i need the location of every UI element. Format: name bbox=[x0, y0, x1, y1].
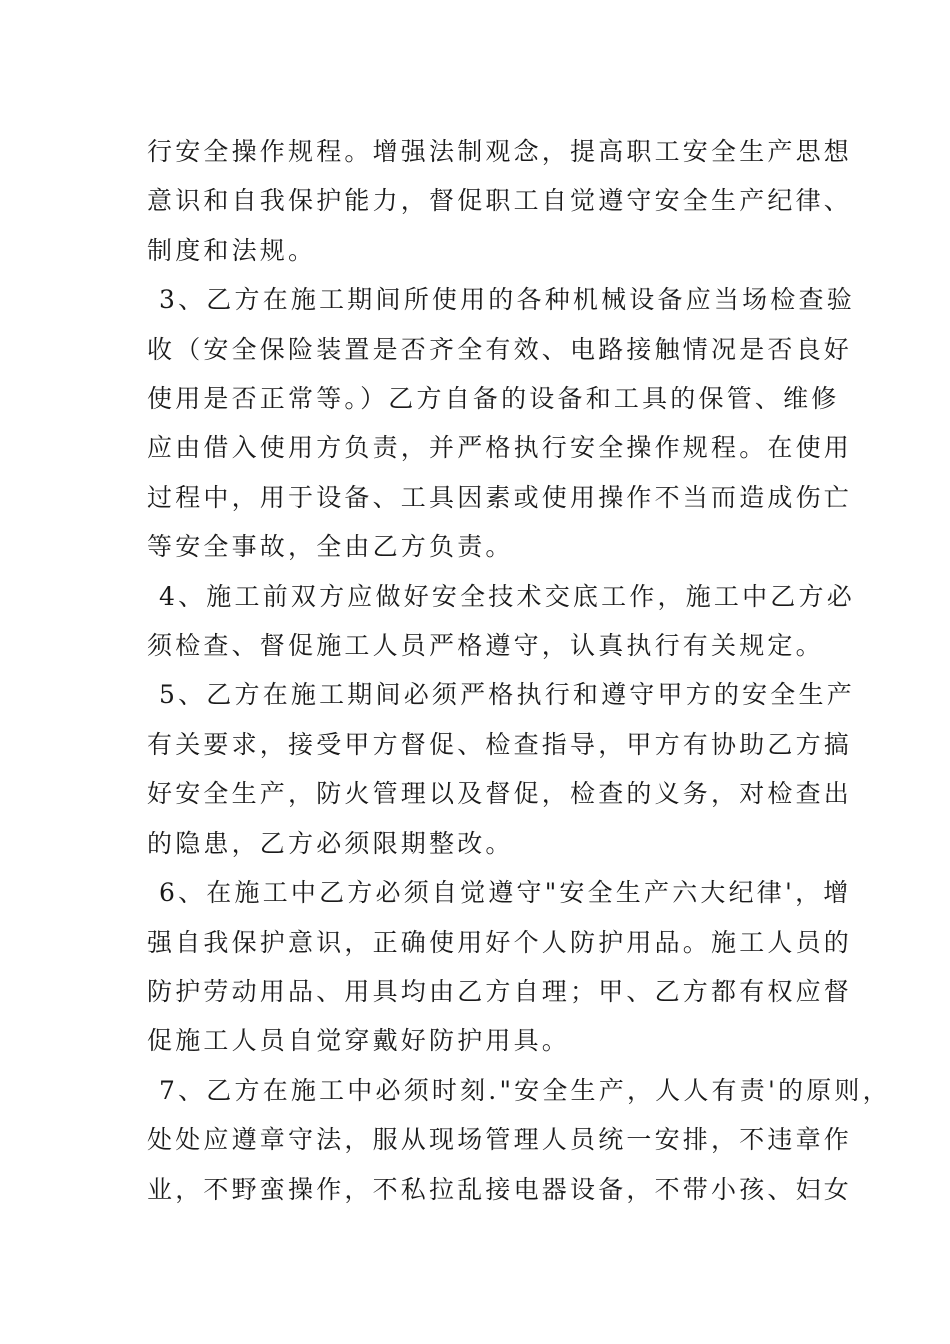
text-line: 促施工人员自觉穿戴好防护用具。 bbox=[147, 1026, 571, 1056]
text-line: 行安全操作规程。增强法制观念，提高职工安全生产思想 bbox=[147, 137, 853, 166]
text-line: 等安全事故，全由乙方负责。 bbox=[147, 532, 514, 562]
text-line: 须检查、督促施工人员严格遵守，认真执行有关规定。 bbox=[147, 631, 824, 661]
document-body bbox=[147, 127, 891, 1214]
text-line: 过程中，用于设备、工具因素或使用操作不当而造成伤亡 bbox=[147, 482, 853, 512]
paragraph bbox=[147, 127, 853, 275]
text-line: 3、乙方在施工期间所使用的各种机械设备应当场检查验 bbox=[159, 285, 855, 315]
text-line: 的隐患，乙方必须限期整改。 bbox=[147, 828, 514, 858]
text-line: 4、施工前双方应做好安全技术交底工作，施工中乙方必 bbox=[159, 581, 855, 611]
text-line: 强自我保护意识，正确使用好个人防护用品。施工人员的 bbox=[147, 927, 853, 957]
text-line: 应由借入使用方负责，并严格执行安全操作规程。在使用 bbox=[147, 433, 853, 463]
text-line: 有关要求，接受甲方督促、检查指导，甲方有协助乙方搞 bbox=[147, 729, 853, 759]
text-line: 6、在施工中乙方必须自觉遵守"安全生产六大纪律'，增 bbox=[159, 878, 852, 908]
text-line: 收（安全保险装置是否齐全有效、电路接触情况是否良好 bbox=[147, 334, 853, 364]
text-line: 好安全生产，防火管理以及督促，检查的义务，对检查出 bbox=[147, 779, 853, 809]
text-line: 5、乙方在施工期间必须严格执行和遵守甲方的安全生产 bbox=[159, 680, 855, 710]
paragraph-item-6 bbox=[147, 868, 853, 1066]
paragraph-item-7 bbox=[147, 1066, 891, 1214]
text-line: 意识和自我保护能力，督促职工自觉遵守安全生产纪律、 bbox=[147, 186, 853, 216]
paragraph-item-3 bbox=[147, 275, 855, 571]
text-line: 制度和法规。 bbox=[147, 235, 317, 265]
text-line: 防护劳动用品、用具均由乙方自理；甲、乙方都有权应督 bbox=[147, 976, 853, 1006]
text-line: 7、乙方在施工中必须时刻."安全生产，人人有责'的原则， bbox=[159, 1075, 891, 1105]
text-line: 业，不野蛮操作，不私拉乱接电器设备，不带小孩、妇女 bbox=[147, 1174, 853, 1204]
text-line: 处处应遵章守法，服从现场管理人员统一安排，不违章作 bbox=[147, 1125, 853, 1155]
text-line: 使用是否正常等。）乙方自备的设备和工具的保管、维修 bbox=[147, 384, 840, 414]
paragraph-item-4 bbox=[147, 572, 855, 671]
paragraph-item-5 bbox=[147, 670, 855, 868]
